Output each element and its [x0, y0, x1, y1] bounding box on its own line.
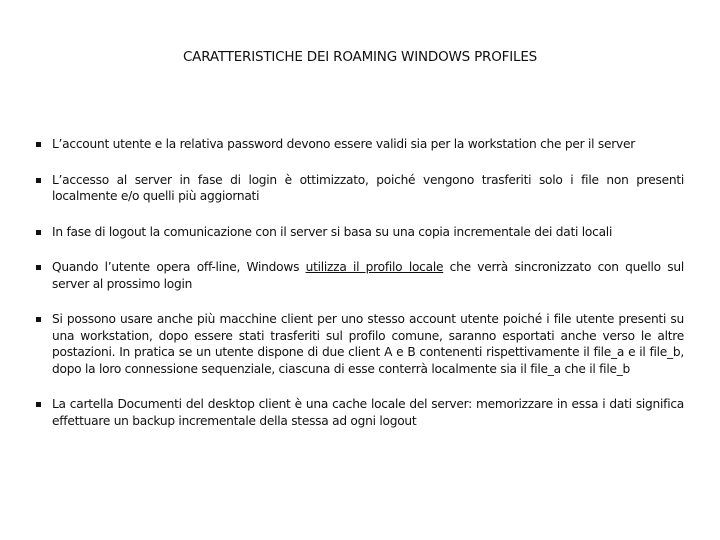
square-bullet-icon	[36, 265, 41, 270]
square-bullet-icon	[36, 230, 41, 235]
bullet-item-multiple-clients	[36, 311, 684, 377]
square-bullet-icon	[36, 178, 41, 183]
square-bullet-icon	[36, 317, 41, 322]
square-bullet-icon	[36, 142, 41, 147]
bullet-text: La cartella Documenti del desktop client è una cache locale del server: memorizzare in essa i dati significa effettuare un backup incrementale della stessa ad ogni logout	[52, 397, 684, 428]
bullet-list	[36, 136, 684, 448]
bullet-text: L’account utente e la relativa password devono essere validi sia per la workstation che per il server	[52, 137, 635, 151]
bullet-item-logout-incremental	[36, 224, 684, 241]
bullet-item-account-password	[36, 136, 684, 153]
bullet-text: In fase di logout la comunicazione con il server si basa su una copia incrementale dei dati locali	[52, 224, 613, 239]
bullet-text-after: che verrà sincronizzato con quello sul server al prossimo login	[52, 260, 684, 291]
bullet-text-before: Quando l’utente opera off-line, Windows	[52, 260, 306, 274]
bullet-item-offline-profile	[36, 259, 684, 292]
slide-title: CARATTERISTICHE DEI ROAMING WINDOWS PROFILES	[182, 49, 538, 65]
bullet-text: L’accesso al server in fase di login è ottimizzato, poiché vengono trasferiti solo i file non presenti localmente e/o quelli più aggiornati	[52, 172, 684, 203]
bullet-item-login-optimized	[36, 172, 684, 205]
square-bullet-icon	[36, 402, 41, 407]
underlined-phrase: utilizza il profilo locale	[305, 260, 444, 274]
bullet-text: Si possono usare anche più macchine client per uno stesso account utente poiché i file utente presenti su una workstation, dopo essere stati trasferiti sul profilo comune, saranno esportati anche verso le altre postazioni. In pratica se un utente dispone di due client A e B contenenti rispettivamente il file_a e il file_b, dopo la loro connessione sequenziale, ciascuna di esse conterrà localmente sia il file_a che il file_b	[52, 312, 684, 376]
bullet-item-documents-cache	[36, 396, 684, 429]
